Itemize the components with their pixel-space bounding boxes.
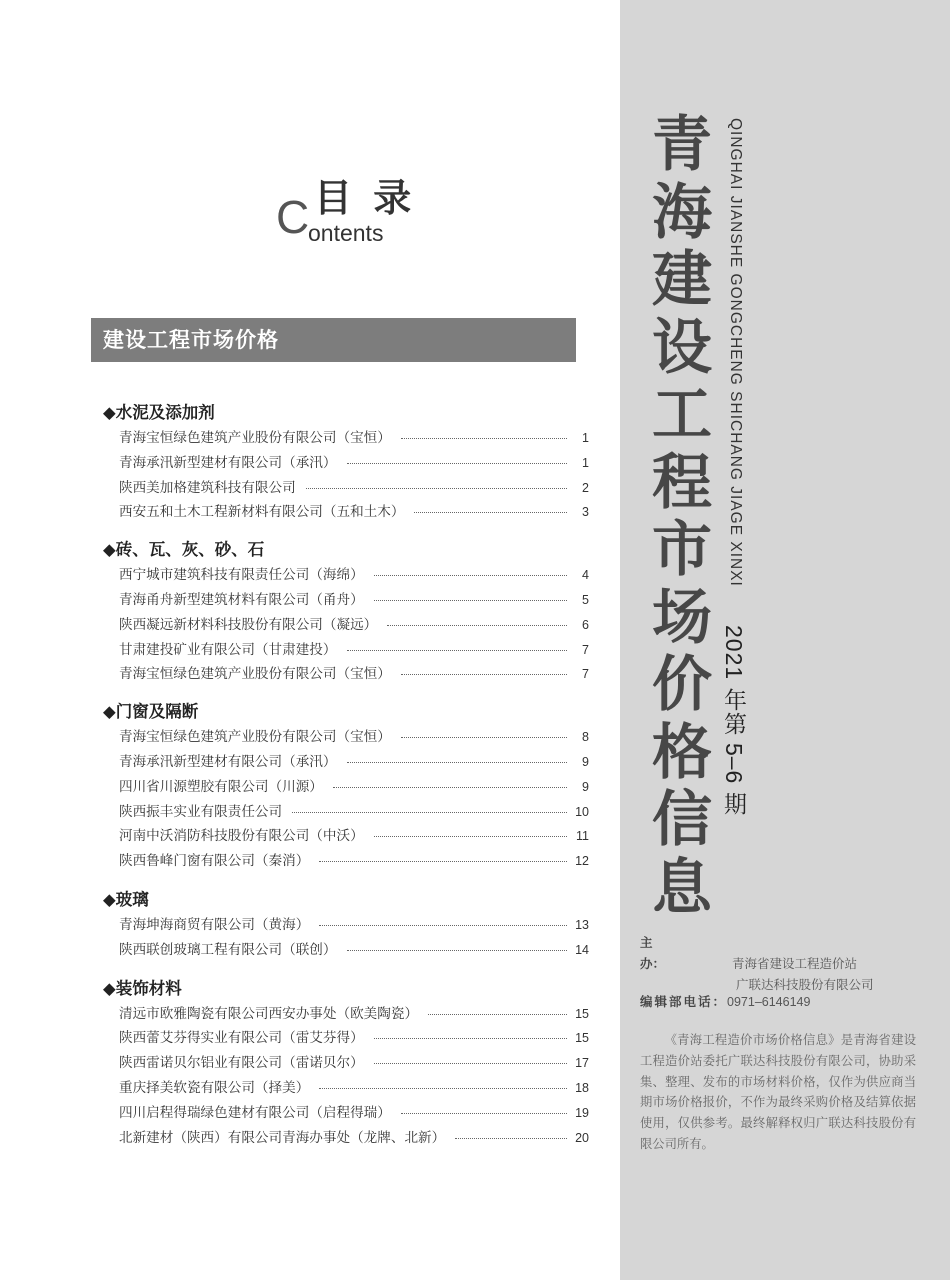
toc-entry-name: 陕西振丰实业有限责任公司 [119, 803, 283, 820]
dot-leader [401, 737, 567, 738]
dot-leader [401, 1113, 567, 1114]
toc-entry-name: 陕西雷诺贝尔铝业有限公司（雷诺贝尔） [119, 1055, 364, 1072]
contents-heading-en: ontents [308, 220, 384, 246]
category-heading: ◆玻璃 [103, 889, 149, 909]
magazine-title-char: 格 [652, 717, 712, 788]
toc-entry[interactable] [103, 1076, 589, 1101]
toc-entry[interactable] [103, 824, 589, 849]
magazine-title-char: 建 [652, 245, 712, 315]
toc-entry-name: 河南中沃消防科技股份有限公司（中沃） [119, 828, 364, 845]
toc-entry-name: 青海宝恒绿色建筑产业股份有限公司（宝恒） [119, 430, 391, 446]
toc-entry-name: 西安五和土木工程新材料有限公司（五和土木） [119, 504, 405, 521]
contents-heading-cn: 目 录 [314, 176, 416, 220]
toc-entry-name: 陕西美加格建筑科技有限公司 [119, 479, 296, 496]
dot-leader [319, 1088, 567, 1089]
toc-entry[interactable] [103, 1026, 589, 1051]
toc-entry-name: 北新建材（陕西）有限公司青海办事处（龙牌、北新） [119, 1129, 446, 1146]
toc-entry-page: 4 [582, 568, 589, 583]
toc-entry-name: 西宁城市建筑科技有限责任公司（海绵） [119, 567, 364, 584]
toc-entry-page: 6 [582, 617, 589, 632]
magazine-title-char: 价 [652, 650, 712, 720]
toc-entry-name: 青海承汛新型建材有限公司（承汛） [119, 753, 337, 770]
dot-leader [347, 950, 568, 951]
magazine-title-char: 市 [652, 515, 712, 585]
toc-entry-page: 15 [575, 1006, 589, 1021]
dot-leader [319, 861, 567, 862]
dot-leader [374, 575, 567, 576]
category-heading: ◆装饰材料 [103, 978, 182, 998]
dot-leader [401, 438, 567, 439]
dot-leader [428, 1014, 567, 1015]
toc-entry-page: 10 [575, 804, 589, 819]
toc-entry[interactable] [103, 500, 589, 525]
toc-entry-page: 7 [582, 642, 589, 657]
toc-entry-name: 四川省川源塑胶有限公司（川源） [119, 778, 323, 795]
toc-entry[interactable] [103, 775, 589, 800]
toc-entry[interactable] [103, 426, 589, 451]
sponsor-info [640, 932, 930, 995]
dot-leader [455, 1138, 567, 1139]
toc-entry-page: 15 [575, 1031, 589, 1046]
toc-entry-name: 青海宝恒绿色建筑产业股份有限公司（宝恒） [119, 666, 391, 683]
toc-entry[interactable] [103, 638, 589, 663]
dot-leader [319, 925, 567, 926]
category-heading: ◆砖、瓦、灰、砂、石 [103, 540, 265, 560]
toc-entry-name: 重庆择美软瓷有限公司（择美） [119, 1079, 310, 1096]
magazine-title-vertical [644, 112, 720, 922]
toc-entry-page: 3 [582, 505, 589, 520]
section-title-bar: 建设工程市场价格 [91, 318, 576, 362]
toc-entry-page: 7 [582, 667, 589, 682]
dot-leader [292, 812, 567, 813]
toc-entry[interactable] [103, 563, 589, 588]
magazine-title-char: 设 [652, 312, 712, 383]
dot-leader [347, 650, 568, 651]
dot-leader [387, 625, 567, 626]
toc-entry[interactable] [103, 613, 589, 638]
dot-leader [401, 674, 567, 675]
toc-entry[interactable] [103, 913, 589, 938]
toc-entry-name: 陕西鲁峰门窗有限公司（秦消） [119, 853, 310, 870]
toc-entry-page: 13 [575, 917, 589, 932]
toc-entry[interactable] [103, 1126, 589, 1151]
toc-entry-name: 青海甬舟新型建筑材料有限公司（甬舟） [119, 591, 364, 608]
dot-leader [306, 488, 567, 489]
contents-heading-c-letter: C [276, 191, 310, 243]
magazine-title-char: 海 [652, 177, 712, 248]
toc-entry[interactable] [103, 750, 589, 775]
issue-number: 2021 年第 5–6 期 [721, 625, 747, 816]
dot-leader [374, 600, 567, 601]
sponsor-line-2: 广联达科技股份有限公司 [736, 977, 874, 992]
toc-entry-name: 四川启程得瑞绿色建材有限公司（启程得瑞） [119, 1104, 391, 1121]
disclaimer-text: 《青海工程造价市场价格信息》是青海省建设工程造价站委托广联达科技股份有限公司，协助采集、整理、发布的市场材料价格，仅作为供应商当期市场价格报价，不作为最终采购价格及结算依据使用，仅供参考。最终解释权归广联达科技股份有限公司所有。 [640, 1033, 916, 1151]
toc-entry[interactable] [103, 588, 589, 613]
phone-label: 编辑部电话： [640, 994, 728, 1009]
contents-heading [276, 178, 436, 248]
toc-entry-name: 甘肃建投矿业有限公司（甘肃建投） [119, 641, 337, 658]
toc-entry-page: 2 [582, 480, 589, 495]
toc-entry[interactable] [103, 938, 589, 963]
sponsor-label-a: 主 [640, 935, 653, 950]
toc-entry-name: 陕西蕾艾芬得实业有限公司（雷艾芬得） [119, 1030, 364, 1047]
dot-leader [347, 762, 568, 763]
phone-number: 0971–6146149 [727, 995, 811, 1009]
magazine-title-pinyin: QINGHAI JIANSHE GONGCHENG SHICHANG JIAGE XINXI [727, 118, 744, 587]
category-heading: ◆门窗及隔断 [103, 702, 199, 722]
toc-entry-name: 青海承汛新型建材有限公司（承汛） [119, 454, 337, 471]
toc-entry[interactable] [103, 662, 589, 687]
dot-leader [374, 1063, 567, 1064]
toc-entry[interactable] [103, 800, 589, 825]
sponsor-label-colon: ： [652, 956, 666, 971]
dot-leader [414, 512, 567, 513]
dot-leader [374, 836, 567, 837]
magazine-title-char: 场 [652, 582, 712, 653]
toc-entry-page: 17 [575, 1056, 589, 1071]
toc-entry[interactable] [103, 1002, 589, 1027]
toc-entry-name: 青海宝恒绿色建筑产业股份有限公司（宝恒） [119, 729, 391, 746]
magazine-title-char: 青 [652, 110, 712, 180]
dot-leader [333, 787, 567, 788]
toc-entry-page: 9 [582, 754, 589, 769]
toc-entry-name: 陕西凝远新材料科技股份有限公司（凝远） [119, 616, 378, 633]
toc-entry[interactable] [103, 1051, 589, 1076]
toc-entry-page: 8 [582, 730, 589, 745]
toc-entry-name: 陕西联创玻璃工程有限公司（联创） [119, 941, 337, 958]
toc-entry-page: 12 [575, 854, 589, 869]
toc-entry[interactable] [103, 476, 589, 501]
dot-leader [374, 1038, 567, 1039]
editorial-phone [640, 992, 930, 1012]
toc-entry[interactable] [103, 849, 589, 874]
toc-entry-page: 19 [575, 1105, 589, 1120]
toc-entry-page: 20 [575, 1130, 589, 1145]
category-heading: ◆水泥及添加剂 [103, 403, 215, 422]
toc-entry-page: 1 [582, 431, 589, 445]
magazine-title-char: 工 [652, 380, 712, 450]
sponsor-label-b: 办 [640, 956, 653, 971]
toc-entry[interactable] [103, 451, 589, 476]
sponsor-line-1: 青海省建设工程造价站 [732, 956, 858, 971]
toc-entry-page: 9 [582, 779, 589, 794]
toc-entry-name: 清远市欧雅陶瓷有限公司西安办事处（欧美陶瓷） [119, 1005, 419, 1022]
magazine-title-char: 息 [652, 852, 712, 923]
toc-entry-page: 18 [575, 1080, 589, 1095]
toc-entry[interactable] [103, 725, 589, 750]
toc-entry-page: 11 [576, 829, 589, 844]
magazine-title-char: 程 [652, 447, 712, 518]
toc-entry-page: 1 [582, 455, 589, 470]
dot-leader [347, 463, 568, 464]
table-of-contents [103, 400, 589, 1150]
toc-entry[interactable] [103, 1101, 589, 1126]
sponsor-label [640, 932, 732, 974]
toc-entry-name: 青海坤海商贸有限公司（黄海） [119, 916, 310, 933]
toc-entry-page: 14 [575, 942, 589, 957]
magazine-title-char: 信 [652, 785, 712, 855]
toc-entry-page: 5 [582, 592, 589, 607]
